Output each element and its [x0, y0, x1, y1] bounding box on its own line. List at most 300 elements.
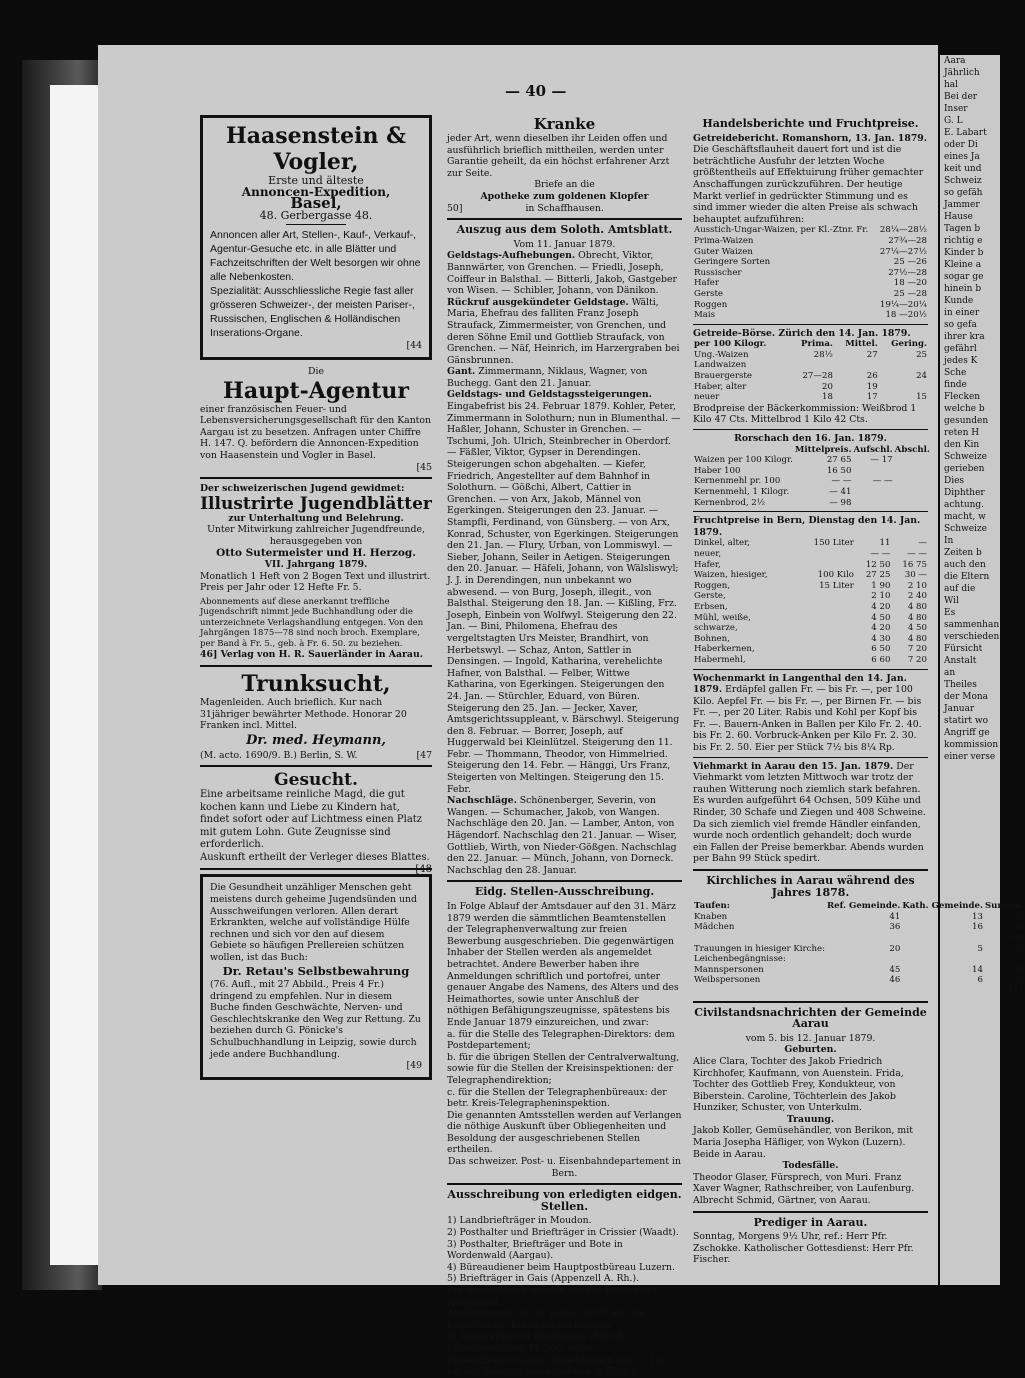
price-table-bern [693, 538, 928, 665]
adjacent-page-line: den Kin [944, 440, 980, 450]
table-cell: 111 [1007, 985, 1025, 996]
adjacent-page-line: an [944, 668, 956, 678]
table-cell: Gerste, [694, 591, 726, 602]
adjacent-page-line: der Mona [944, 692, 989, 702]
paragraph: Erdäpfel gallen Fr. — bis Fr. —, per 100 Kilo. Aepfel Fr. — bis Fr. —, per Birnen Fr. — bis Fr. —, per 20 Liter. Rabis und Kohl per Kopf bis Fr. —. Bauern-Anken in Ballen per Kilo Fr. 2. 40. bis Fr. 2. 60. Vorbruck-Anken per Kilo Fr. 2. 30. bis Fr. 2. 50. Eier per Stück 7½ bis 8¼ Rp. [693, 684, 922, 754]
table-cell: Brauergerste [694, 371, 752, 382]
table-row [693, 644, 928, 655]
table-row [693, 655, 928, 666]
adjacent-page-line: finde [944, 380, 967, 390]
table-row [693, 560, 928, 571]
table-cell: 15 [916, 392, 927, 403]
table-row [693, 933, 1025, 944]
table-cell [826, 933, 901, 944]
table-row [693, 392, 928, 403]
ad-ref: [48 [415, 864, 432, 876]
ad-ref: 50] [447, 202, 463, 214]
divider [693, 511, 928, 512]
ad-kranke [447, 115, 682, 214]
adjacent-page-line: Schweize [944, 452, 987, 462]
table-cell [894, 455, 931, 466]
table-cell: 106 [1007, 932, 1025, 943]
paragraph: Theodor Glaser, Fürsprech, von Muri. Franz Xaver Wagner, Rathschreiber, von Laufenburg. Albrecht Schmid, Gärtner, von Aarau. [693, 1171, 915, 1207]
subhead: Getreidebericht. Romanshorn, 13. Jan. 1879. [693, 132, 927, 144]
table-cell: 59 [1013, 964, 1025, 975]
table-cell [693, 933, 826, 944]
table-cell: schwarze, [694, 623, 738, 634]
ad-title: Haupt-Agentur [223, 377, 409, 404]
table-cell: Leichenbegängnisse: [694, 954, 786, 965]
table-cell: 15 Liter [819, 580, 854, 591]
ad-gesucht [200, 770, 432, 876]
ad-small: Abonnements auf diese anerkannt treffliche Jugendschrift nimmt jede Buchhandlung oder die unterzeichnete Verlagshandlung entgegen. Von den Jahrgängen 1875—78 sind noch broch. Exemplare, per Band à Fr. 5., geb. à Fr. 6. 50. zu beziehen. [200, 596, 424, 649]
table-cell: Erbsen, [694, 601, 728, 612]
table-cell: 1 90 [871, 580, 891, 591]
adjacent-page-line: einer verse [944, 752, 996, 762]
adjacent-page-line: gesunden [944, 416, 989, 426]
table-cell [797, 634, 855, 645]
ad-subtitle: Annoncen-Expedition, [241, 184, 391, 199]
divider [693, 669, 928, 670]
table-cell: Mannspersonen [694, 964, 764, 975]
table-cell [852, 466, 893, 477]
table-cell: neuer, [694, 548, 722, 559]
table-cell: Dinkel, alter, [694, 538, 750, 549]
table-cell: 24 [916, 371, 927, 382]
ad-ref: [47 [416, 749, 432, 761]
adjacent-page-line: eines Ja [944, 152, 980, 162]
table-cell: — 17 [870, 455, 893, 466]
adjacent-page-line: reten H [944, 428, 980, 438]
divider [693, 1211, 928, 1213]
column-header: Ref. Gemeinde. [827, 901, 901, 912]
adjacent-page-line: Theiles [944, 680, 977, 690]
section-poststellen [447, 1189, 682, 1378]
adjacent-page-line: Sche [944, 368, 967, 378]
ad-body-text: Auskunft ertheilt der Verleger dieses Blattes. [200, 851, 430, 863]
table-row [693, 965, 1025, 976]
divider [693, 324, 928, 325]
ad-place [447, 203, 682, 215]
section-title: Handelsberichte und Fruchtpreise. [702, 117, 919, 130]
table-row [693, 257, 928, 268]
table-cell [826, 986, 901, 997]
section-date: Vom 11. Januar 1879. [513, 238, 616, 250]
table-cell: 16 [972, 922, 983, 933]
table-cell [901, 954, 984, 965]
divider [693, 1001, 928, 1003]
table-cell: Kernenmehl, 1 Kilogr. [694, 487, 790, 497]
list-item: Anmeldungen bis 24. Januar 1879 bei den betreffenden Kreispostdirektionen. [447, 1308, 646, 1331]
adjacent-page-line: Dies [944, 476, 965, 486]
paragraph: Alice Clara, Tochter des Jakob Friedrich Kirchhofer, Kaufmann, von Auenstein. Frida, Tochter des Gottlieb Frey, Kondukteur, von Biberstein. Caroline, Töchterlein des Jakob Hunziker, Schuster, von Unterkulm. [693, 1055, 904, 1114]
subhead: Todesfälle. [782, 1160, 839, 1172]
table-cell: 4 20 [871, 623, 891, 634]
table-cell [797, 560, 855, 571]
adjacent-page-line: gerieben [944, 464, 985, 474]
ad-year: VII. Jahrgang 1879. [264, 559, 368, 571]
divider [693, 429, 928, 430]
paragraph: Eingabefrist bis 24. Februar 1879. Kohler, Peter, Zimmermann in Solothurn; nun in Blumenthal. — Haßler, Johann, Schuster in Grenchen. — Tschumi, Joh. Ulrich, Steinbrecher in Oberdorf. — Fäßler, Viktor, Gypser in Derendingen. Steigerungen schon abgehalten. — Kiefer, Friedrich, Angestellter auf dem Bahnhof in Solothurn. — Gößchi, Albert, Cattier in Grenchen. — von Arx, Jakob, Männel von Egerkingen. Steigerungen den 23. Januar. — Stampfli, Ferdinand, von Günsberg. — von Arx, Konrad, Schuster, von Egerkingen. Steigerungen den 21. Jan. — Flury, Urban, von Lommiswyl. — Sieber, Johann, Seiler in Aetigen. Steigerungen den 20. Januar. — Häfeli, Johann, von Wälsliswyl; J. J. in Derendingen, nun unbekannt wo abwesend. — von Burg, Joseph, illegit., von Balsthal. Steigerung den 18. Jan. — Kißling, Frz. Joseph, Einbein von Wolfwyl. Steigerung den 22. Jan. — Bini, Philomena, Ehefrau des vergeltstagten Urs Meister, Brandhirt, von Herbetswyl. — Schaz, Anton, Sattler in Densingen. — Ingold, Katharina, verehelichte Hafner, von Balsthal. — Felber, Wittwe Katharina, von Egerkingen. Steigerungen den 24. Jan. — Stürchler, Eduard, von Büren. Steigerung den 25. Jan. — Jecker, Xaver, Amtsgerichtssuppleant, v. Bärschwyl. Steigerung den 8. Februar. — Borrer, Joseph, auf Huggerwald bei Kleinlützel. Steigerung den 11. Febr. — Thommann, Theodor, von Himmelried. Steigerung den 14. Febr. — Hänggi, Urs Franz, Steigerten von Meltingen. Steigerung den 15. Febr. [447, 401, 681, 795]
table-cell: 27 [866, 349, 878, 360]
divider [447, 1183, 682, 1185]
table-row [693, 498, 931, 509]
table-cell: 7 20 [907, 644, 927, 655]
table-cell [797, 644, 855, 655]
section-stellen [447, 886, 682, 1179]
table-cell: 27 65 [826, 455, 852, 466]
subhead: Wochenmarkt in Langenthal den 14. Jan. 1879. [693, 672, 907, 696]
section-title: Kirchliches in Aarau während des Jahres 1878. [706, 874, 915, 899]
table-cell [797, 623, 855, 634]
adjacent-page-line: richtig e [944, 236, 983, 246]
table-cell: 27 25 [865, 570, 891, 581]
ad-apotheke: Apotheke zum goldenen Klopfer [480, 190, 649, 202]
adjacent-page-line: sammenhan [944, 620, 1000, 630]
ad-body: Magenleiden. Auch brieflich. Kur nach 31jähriger bewährter Methode. Honorar 20 Franken incl. Mittel. [200, 696, 407, 732]
subhead: Getreide-Börse. Zürich den 14. Jan. 1879. [693, 327, 911, 339]
table-cell: Geringere Sorten [694, 257, 771, 268]
table-cell: Knaben [694, 911, 728, 922]
paragraph: Die Geschäftsflauheit dauert fort und ist die beträchtliche Ausfuhr der letzten Woche größtentheils auf Effektuirung früher gemachter Anschaffungen zurückzuführen. Der heutige Markt verlief in gedrückter Stimmung und es sind immer wieder die alten Preise als schwach behauptet aufzuführen: [693, 144, 924, 225]
ad-lead: Die [308, 365, 324, 377]
table-cell: Mädchen [694, 922, 735, 933]
divider [447, 880, 682, 882]
table-cell: 54 [1013, 911, 1025, 922]
ad-body: Die Gesundheit unzähliger Menschen geht meistens durch geheime Jugendsünden und Ausschweifungen verloren. Allen derart Erkrankten, welche auf vollständige Hülfe rechnen und sich vor den auf diesem Gebiete so häufigen Prellereien schützen wollen, ist das Buch: [210, 882, 417, 963]
table-cell: Ung.-Waizen [694, 349, 749, 360]
table-row [693, 591, 928, 602]
table-cell: 19 [866, 381, 878, 392]
table-cell: 27¾—28 [888, 235, 927, 246]
table-row [693, 225, 928, 236]
table-cell: 2 10 [871, 591, 891, 602]
ad-city: Basel, [290, 194, 342, 213]
table-cell: Waizen, hiesiger, [694, 570, 768, 581]
list-item: b. für die übrigen Stellen der Centralverwaltung, sowie für die Stellen der Kreisinspektionen: der Telegraphendirektion; [447, 1051, 680, 1086]
paragraph: Sonntag, Morgens 9½ Uhr, ref.: Herr Pfr. Zschokke. Katholischer Gottesdienst: Herr Pfr. Fischer. [693, 1231, 914, 1266]
table-cell: 27¼—27½ [879, 246, 927, 257]
section-title: Eidg. Stellen-Ausschreibung. [474, 885, 655, 899]
ad-body: (76. Aufl., mit 27 Abbild., Preis 4 Fr.) dringend zu empfehlen. Nur in diesem Buche finden Geschwächte, Nerven- und Geschlechtskranke den Weg zur Rettung. Zu beziehen durch G. Pönicke's Schulbuchhandlung in Leipzig, sowie durch jede andere Buchhandlung. [210, 979, 421, 1060]
adjacent-page-line: Kunde [944, 296, 974, 306]
table-cell: 6 [977, 975, 983, 986]
column-header: Summa. [984, 901, 1025, 912]
table-row [693, 455, 931, 466]
table-cell: 6 50 [871, 644, 891, 655]
adjacent-page-line: hal [944, 80, 959, 90]
table-cell [797, 655, 855, 666]
column-header [693, 445, 794, 456]
adjacent-page-line: die Eltern [944, 572, 990, 582]
list-item: a. für die Stelle des Telegraphen-Direktors: dem Postdepartement; [447, 1028, 675, 1052]
table-cell: 100 Kilo [817, 570, 854, 581]
table-cell: 13 [972, 911, 983, 922]
divider [447, 218, 682, 220]
page-number: — 40 — [505, 82, 567, 100]
table-cell [894, 476, 931, 487]
ad-lead: Der schweizerischen Jugend gewidmet: [200, 483, 405, 495]
table-cell: Hafer, [694, 559, 721, 570]
divider [693, 757, 928, 758]
table-row [693, 602, 928, 613]
table-cell: — — [870, 548, 891, 559]
table-cell: 4 80 [907, 612, 927, 623]
table-cell: Roggen, [694, 580, 730, 591]
section-title: Auszug aus dem Soloth. Amtsblatt. [456, 223, 673, 237]
table-cell: 18 —20 [893, 278, 927, 289]
table-row [693, 634, 928, 645]
paragraph: Obrecht, Viktor, Bannwärter, von Grenchen. — Friedli, Joseph, Coiffeur in Balsthal. — Bitterli, Jakob, Gastgeber von Wisen. — Schibler, Johann, von Dänikon. [447, 250, 677, 297]
ad-ref: 46] Verlag von H. R. Sauerländer in Aarau. [200, 649, 423, 661]
subhead: Rorschach den 16. Jan. 1879. [734, 433, 887, 445]
table-row [693, 289, 928, 300]
table-cell: — [918, 538, 927, 549]
table-row [693, 549, 928, 560]
adjacent-page-line: Schweiz [944, 176, 982, 186]
list-item: 2) Posthalter und Briefträger in Crissier (Waadt). [447, 1227, 679, 1239]
divider [693, 869, 928, 871]
table-cell: Waizen per 100 Kilogr. [694, 455, 793, 466]
subhead: Geldstags- und Geldstagssteigerungen. [447, 389, 652, 401]
subhead: Viehmarkt in Aarau den 15. Jan. 1879. [693, 760, 894, 772]
adjacent-page-line: Tagen b [944, 224, 981, 234]
adjacent-page-line: Anstalt [944, 656, 977, 666]
table-cell: — 41 [829, 487, 852, 497]
subhead: Gant. [447, 366, 476, 378]
adjacent-page-line: statirt wo [944, 716, 988, 726]
adjacent-page-line: so gefäh [944, 188, 983, 198]
adjacent-page-line: achtung. [944, 500, 985, 510]
column-header: Kath. Gemeinde. [902, 901, 983, 912]
adjacent-page-line: Diphther [944, 488, 985, 498]
ad-trunksucht [200, 671, 432, 761]
adjacent-page-line: so gefa [944, 320, 977, 330]
table-cell [826, 954, 901, 965]
table-cell: 150 Liter [813, 538, 854, 549]
ad-body [200, 851, 432, 876]
table-row [693, 300, 928, 311]
table-cell: 20 [821, 381, 833, 392]
adjacent-page-line: Wil [944, 596, 959, 606]
table-cell: 46 [889, 975, 901, 986]
adjacent-page-line: verschieden [944, 632, 1000, 642]
price-table-rorschach [693, 445, 931, 509]
table-cell [797, 549, 855, 560]
ad-line: Briefe an die [534, 179, 595, 191]
section-date: vom 5. bis 12. Januar 1879. [745, 1032, 876, 1044]
adjacent-page-line: oder Di [944, 140, 978, 150]
ad-title: Haasenstein & Vogler, [225, 123, 407, 175]
adjacent-page-line: Kleine a [944, 260, 982, 270]
table-cell: Haber, alter [694, 381, 747, 392]
table-row [693, 476, 931, 487]
table-header-row [693, 901, 1025, 912]
table-cell [852, 498, 893, 509]
table-row [693, 944, 1025, 955]
table-cell: 17 [866, 392, 878, 403]
table-row [693, 538, 928, 549]
ad-body: jeder Art, wenn dieselben ihr Leiden offen und ausführlich brieflich mittheilen, werden unter Garantie geheilt, da ein höchst erfahrener Arzt zur Seite. [447, 133, 670, 179]
table-row [693, 986, 1025, 997]
table-cell: 5 [977, 943, 983, 954]
ad-gesundheit [200, 874, 432, 1080]
table-cell: 27½—28 [888, 267, 927, 278]
paragraph: Der Viehmarkt vom letzten Mittwoch war trotz der rauhen Witterung noch ziemlich stark befahren. Es wurden aufgeführt 64 Ochsen, 509 Kühe und Rinder, 30 Schafe und Ziegen und 408 Schweine. Da sich ziemlich viel fremde Händler einfanden, wurde noch ordentlich gehandelt; doch wurde ein Fallen der Preise bemerkbar. Abends wurden per Bahn 99 Stück spedirt. [693, 760, 926, 865]
table-cell: neuer [694, 392, 720, 403]
price-table-boerse [693, 339, 928, 403]
adjacent-page-line: Es [944, 608, 956, 618]
table-cell [879, 382, 928, 393]
table-cell: 18 [821, 392, 833, 403]
adjacent-page-line: E. Labart [944, 128, 987, 138]
subhead: Geburten. [784, 1044, 837, 1056]
adjacent-page-line: Flecken [944, 392, 981, 402]
paragraph: Schönenberger, Severin, von Wangen. — Schumacher, Jakob, von Wangen. Nachschläge den 20. Jan. — Lamber, Anton, von Hägendorf. Nachschlag den 21. Januar. — Wiser, Gottlieb, Wirth, von Nieder-Gößgen. Nachschlag den 22. Januar. — Münch, Johann, von Dorneck. Nachschlag den 28. Januar. [447, 795, 677, 876]
table-cell: Trauungen in hiesiger Kirche: [694, 943, 825, 954]
adjacent-page-line: auf die [944, 584, 976, 594]
table-cell: Landwaizen [694, 360, 747, 371]
paragraph: Zimmermann, Niklaus, Wagner, von Buchegg. Gant den 21. Januar. [447, 366, 648, 389]
adjacent-page-line: sogar ge [944, 272, 984, 282]
list-item: 5) Briefträger in Gais (Appenzell A. Rh.). [447, 1273, 640, 1285]
subhead: Trauung. [786, 1113, 835, 1125]
table-row [693, 466, 931, 477]
table-cell: 30 — [904, 570, 927, 581]
table-cell: 25 —26 [893, 257, 927, 268]
table-cell: Kernenbrod, 2½ [694, 497, 766, 508]
adjacent-page [940, 55, 1000, 1285]
table-cell [879, 360, 928, 371]
table-cell: 52 [1013, 975, 1025, 986]
table-cell: 41 [889, 911, 901, 922]
table-cell: Guter Waizen [694, 246, 753, 257]
table-row [693, 278, 928, 289]
table-cell: Kernenmehl pr. 100 [694, 476, 781, 487]
table-cell: 12 50 [865, 559, 891, 570]
column-2 [447, 115, 682, 1378]
ad-address: 48. Gerbergasse 48. [259, 208, 373, 222]
table-cell [834, 360, 879, 371]
table-cell: 11 [879, 538, 891, 549]
table-cell: 7 20 [907, 654, 927, 665]
table-cell: Haberkernen, [694, 644, 755, 655]
table-row [693, 350, 928, 361]
table-cell: 16 50 [826, 465, 852, 476]
table-cell: 25 [916, 349, 927, 360]
column-1 [200, 115, 432, 1086]
subhead: Nachschläge. [447, 795, 517, 807]
table-cell: — — [831, 476, 852, 487]
ad-title: Kranke [533, 115, 596, 133]
ad-body: Spezialität: Ausschliessliche Regie fast aller grösseren Schweizer-, der meisten Pariser-, Russischen, Englischen & Holländischen Inserations-Organe. [210, 285, 415, 340]
ad-body: Monatlich 1 Heft von 2 Bogen Text und illustrirt. Preis per Jahr oder 12 Hefte Fr. 5. [200, 570, 431, 594]
table-kirchliches [693, 901, 1025, 996]
table-cell [894, 466, 931, 477]
adjacent-page-line: welche b [944, 404, 985, 414]
page-edge-strip [50, 85, 98, 1265]
table-cell: 4 80 [907, 601, 927, 612]
column-header: Mittelpreis. [794, 444, 852, 455]
signature: Das schweizer. Post- u. Eisenbahndepartement in Bern. [448, 1156, 681, 1179]
ad-ref: [44 [406, 340, 422, 352]
table-cell [984, 954, 1025, 965]
table-cell [894, 487, 931, 498]
table-row [693, 268, 928, 279]
table-cell: — — [907, 548, 927, 559]
list-item: 1) Landbriefträger in Moudon. [447, 1215, 592, 1227]
table-cell: 27—28 [802, 371, 833, 382]
table-cell: 18 —20½ [885, 310, 927, 321]
adjacent-page-line: macht, w [944, 512, 986, 522]
adjacent-page-line: kommission [944, 740, 999, 750]
paragraph: Brodpreise der Bäckerkommission: Weißbrod 1 Kilo 47 Cts. Mittelbrod 1 Kilo 42 Cts. [693, 402, 917, 426]
table-cell: 25 —28 [893, 288, 927, 299]
ad-editors: Otto Sutermeister und H. Herzog. [216, 546, 416, 559]
table-row [693, 236, 928, 247]
table-row [693, 623, 928, 634]
table-cell: 2 40 [907, 591, 927, 602]
ad-body: einer französischen Feuer- und Lebensversicherungsgesellschaft für den Kanton Aargau ist zu besetzen. Anfragen unter Chiffre H. 147. Q. befördern die Annoncen-Expedition von Haasenstein und Vogler in Basel. [200, 403, 432, 461]
adjacent-page-line: hinein b [944, 284, 982, 294]
table-cell: Mühl, weiße, [694, 612, 751, 623]
adjacent-page-line: Bei der [944, 92, 978, 102]
adjacent-page-line: Zeiten b [944, 548, 982, 558]
table-row [693, 360, 928, 371]
table-row [693, 487, 931, 498]
adjacent-page-line: Fürsicht [944, 644, 983, 654]
divider [200, 665, 432, 667]
table-cell [797, 591, 855, 602]
table-cell [852, 487, 893, 498]
table-cell: Roggen [694, 299, 728, 310]
table-cell: 14 [972, 964, 983, 975]
list-item: Die Besoldungen werden bei der Ernennung festgesetzt. [447, 1285, 658, 1308]
adjacent-page-line: gefährl [944, 344, 977, 354]
table-cell: — 98 [829, 497, 852, 508]
adjacent-page-line: Inser [944, 104, 968, 114]
table-cell: Bohnen, [694, 633, 730, 644]
list-item: 4) Büreaudiener beim Hauptpostbüreau Luzern. [447, 1261, 676, 1273]
table-cell: Hafer [694, 278, 719, 289]
table-row [693, 247, 928, 258]
divider [286, 224, 346, 225]
ad-jugendblaetter [200, 483, 432, 661]
table-cell [797, 613, 855, 624]
column-header: Mittel. [845, 339, 878, 350]
ad-subtitle: Erste und älteste [268, 174, 364, 187]
subhead: Geldstags-Aufhebungen. [447, 250, 576, 262]
table-row [693, 570, 928, 581]
table-cell: 4 80 [907, 633, 927, 644]
divider [200, 765, 432, 767]
table-cell: 4 30 [871, 633, 891, 644]
divider [200, 477, 432, 479]
table-header-row [693, 339, 928, 350]
table-cell: Gerste [694, 288, 724, 299]
paragraph: In Folge Ablauf der Amtsdauer auf den 31. März 1879 werden die sämmtlichen Beamtenstellen der Telegraphenverwaltung zur freien Bewerbung ausgeschrieben. Die gegenwärtigen Inhaber der Stellen werden als angemeldet betrachtet. Andere Bewerber haben ihre Anmeldungen schriftlich und portofrei, unter genauer Angabe des Namens, des Alters und des Heimathortes, sowie unter Anschluß der nöthigen Befähigungszeugnisse, spätestens bis Ende Januar 1879 einzureichen, und zwar: [447, 901, 679, 1028]
ad-doctor: Dr. med. Heymann, [246, 732, 386, 748]
subhead: Fruchtpreise in Bern, Dienstag den 14. Jan. 1879. [693, 515, 921, 538]
ad-title: Trunksucht, [241, 670, 391, 697]
table-cell: Prima-Waizen [694, 235, 754, 246]
adjacent-page-line: Schweize [944, 524, 987, 534]
adjacent-page-line: Hause [944, 212, 973, 222]
table-cell [693, 986, 826, 997]
table-cell: Weibspersonen [694, 975, 761, 986]
table-row [693, 922, 1025, 933]
price-table-getreide [693, 225, 928, 320]
